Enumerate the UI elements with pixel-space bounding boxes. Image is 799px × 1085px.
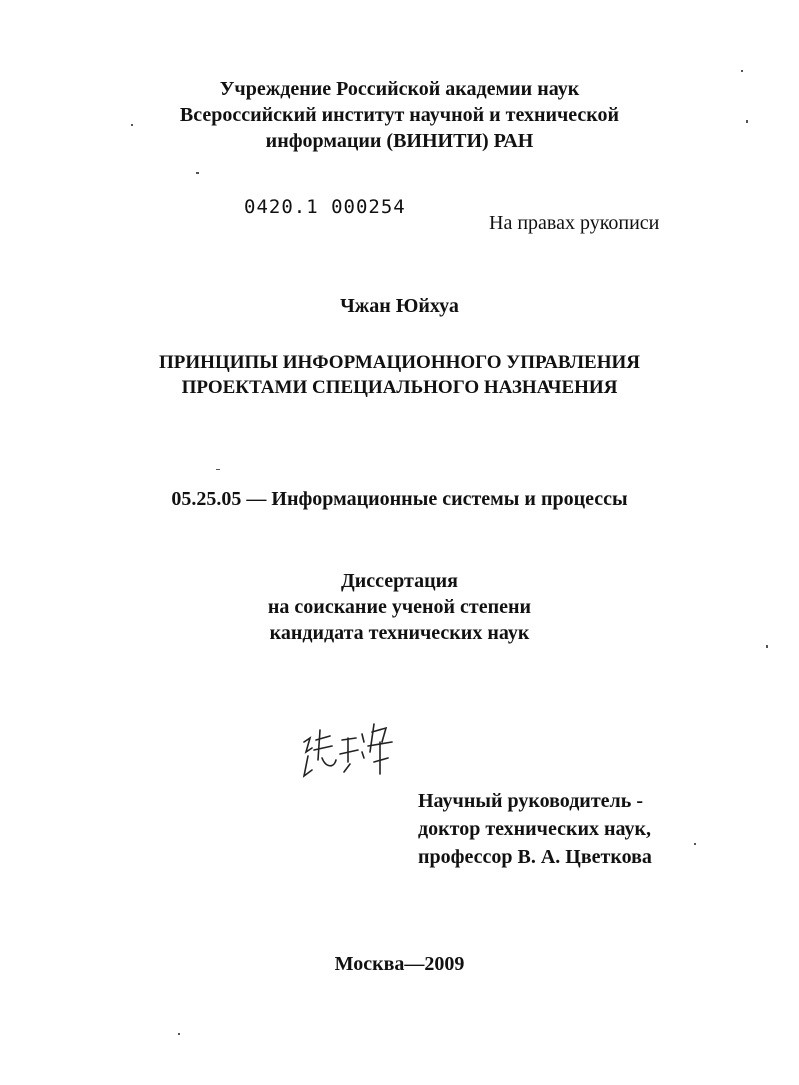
institution-line-2: Всероссийский институт научной и технической [179, 104, 620, 126]
supervisor-line-1: Научный руководитель - [418, 790, 643, 812]
scan-speck [196, 172, 199, 174]
scan-speck [741, 70, 743, 72]
supervisor-line-2: доктор технических наук, [418, 818, 652, 840]
author-name: Чжан Юйхуа [340, 295, 459, 317]
institution-line-1: Учреждение Российской академии наук [219, 78, 580, 100]
handwritten-signature-icon [296, 712, 416, 802]
registration-number: 0420.1 000254 [244, 196, 406, 218]
scan-speck [216, 469, 220, 470]
scan-speck [178, 1033, 180, 1035]
manuscript-note: На правах рукописи [489, 212, 660, 234]
degree-line-2: на соискание ученой степени [267, 596, 532, 618]
scan-speck [766, 645, 768, 648]
degree-line-3: кандидата технических наук [269, 622, 530, 644]
scan-speck [746, 120, 748, 123]
supervisor-line-3: профессор В. А. Цветкова [418, 846, 652, 868]
degree-line-1: Диссертация [341, 570, 458, 592]
place-year: Москва—2009 [334, 953, 465, 975]
title-line-2: ПРОЕКТАМИ СПЕЦИАЛЬНОГО НАЗНАЧЕНИЯ [181, 377, 618, 398]
institution-line-3: информации (ВИНИТИ) РАН [265, 130, 534, 152]
scan-speck [131, 124, 133, 126]
specialty: 05.25.05 — Информационные системы и процессы [171, 488, 628, 510]
scan-speck [694, 843, 696, 845]
title-line-1: ПРИНЦИПЫ ИНФОРМАЦИОННОГО УПРАВЛЕНИЯ [159, 352, 640, 373]
